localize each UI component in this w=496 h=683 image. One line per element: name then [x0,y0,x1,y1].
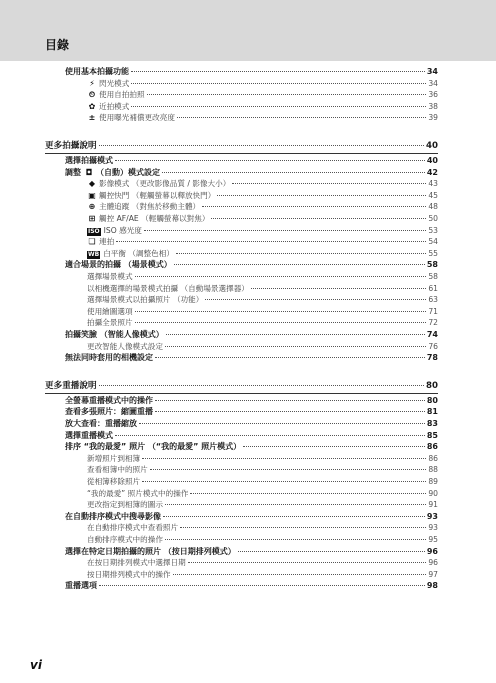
toc-entry-label [65,68,129,76]
toc-entry-page: 61 [428,283,438,293]
toc-entry-text: 在自動排序模式中查看照片 [87,523,179,533]
toc-entry-label [65,513,161,521]
exposure-compensation-icon: ± [88,113,96,123]
toc-entry-text: 新增照片到相簿 [87,453,141,463]
toc-entry-text: 主體追蹤 （對焦於移動主體） [99,202,201,212]
continuous-icon: ❏ [88,237,96,247]
toc-entry-label [87,466,148,474]
toc-entry[interactable] [87,455,438,463]
toc-entry-page: 54 [428,237,438,247]
toc-leader-dots [238,551,425,552]
toc-entry-label [65,157,113,165]
toc-entry[interactable] [87,203,438,211]
toc-entry-text: 無法同時套用的相機設定 [65,353,153,363]
toc-entry-page: 38 [428,101,438,111]
toc-entry-text: 更多重播說明 [45,380,97,391]
toc-entry-text: 選擇拍攝模式 [65,156,113,165]
toc-entry-page: 53 [428,225,438,235]
toc-entry-text: 影像模式 （更改影像品質 / 影像大小） [99,179,231,189]
toc-entry[interactable] [65,513,438,521]
toc-entry-page: 36 [428,90,438,100]
toc-entry-page: 96 [426,546,438,556]
toc-entry[interactable] [87,319,438,327]
toc-entry-text: “我的最愛” 照片模式中的操作 [87,488,189,498]
touch-af-ae-icon: ⊞ [88,214,96,223]
toc-entry[interactable] [65,548,438,556]
page-number: vi [30,658,42,672]
toc-entry-text: 白平衡 （調整色相） [103,248,174,258]
toc-entry-text: 更多拍攝說明 [45,141,97,151]
toc-leader-dots [166,334,425,335]
toc-entry-label [87,571,171,579]
toc-leader-dots [165,539,426,540]
toc-leader-dots [116,241,426,242]
toc-entry-page: 71 [428,306,438,316]
image-mode-icon: ◆ [88,179,96,189]
toc-entry-page: 48 [428,202,438,212]
toc-entry[interactable] [87,250,438,259]
toc-entry-label [87,490,188,498]
toc-entry-text: 拍攝全景照片 [87,318,133,328]
toc-leader-dots [135,322,427,323]
toc-entry-page: 58 [428,272,438,281]
toc-entry-label [87,308,133,316]
toc-entry[interactable] [65,331,438,339]
toc-entry[interactable] [87,227,438,236]
toc-entry[interactable] [65,261,438,269]
toc-entry-page: 86 [426,442,438,452]
toc-entry-label [87,536,163,544]
toc-leader-dots [174,264,425,265]
toc-entry[interactable] [87,238,438,246]
toc-entry-text: 查看相簿中的照片 [87,465,148,475]
toc-leader-dots [176,253,426,254]
toc-entry-text: 在按日期排列模式中選擇日期 [87,558,186,568]
toc-entry[interactable] [87,501,438,509]
toc-entry[interactable] [87,296,438,304]
toc-entry-page: 74 [426,330,438,339]
toc-entry-label [87,524,178,532]
toc-entry-label [87,91,145,99]
toc-entry-page: 80 [426,380,438,391]
toc-entry-text: 拍攝笑臉 （智能人像模式） [65,330,164,339]
white-balance-icon: WB [88,250,100,258]
toc-entry[interactable] [87,114,438,122]
toc-entry-page: 55 [428,248,438,258]
toc-entry-page: 81 [426,407,438,417]
toc-entry-label [65,408,153,416]
toc-leader-dots [163,516,425,517]
toc-entry[interactable] [65,443,438,451]
toc-leader-dots [202,206,426,207]
toc-leader-dots [155,357,425,358]
toc-leader-dots [155,400,425,401]
toc-entry-label [65,548,236,556]
self-timer-icon: ⏲ [88,90,96,100]
toc-leader-dots [142,458,426,459]
toc-entry-label [87,192,215,200]
toc-entry-text: 查看多張照片：縮圖重播 [65,407,153,417]
toc-entry-page: 34 [428,78,438,88]
toc-entry[interactable] [87,273,438,281]
toc-entry-label [87,227,142,236]
toc-leader-dots [217,195,426,196]
toc-entry-page: 89 [428,477,438,486]
toc-entry-label [87,343,163,351]
toc-entry-page: 95 [428,535,438,544]
toc-entry[interactable] [65,582,438,590]
toc-entry-text: 選擇場景模式 [87,272,133,281]
toc-leader-dots [188,562,427,563]
toc-entry-label [87,203,200,211]
toc-entry[interactable] [87,536,438,544]
section-divider [45,393,438,394]
toc-entry-text: 按日期排列模式中的操作 [87,569,171,579]
toc-leader-dots [99,145,424,146]
toc-leader-dots [139,423,425,424]
toc-entry-page: 34 [426,67,438,76]
toc-leader-dots [165,346,426,347]
toc-entry[interactable] [87,559,438,567]
toc-entry-label [87,103,129,111]
toc-entry-label [65,432,113,440]
toc-entry[interactable] [65,354,438,362]
toc-entry-page: 40 [426,156,438,165]
auto-mode-camera-icon: ◘ [85,167,93,177]
toc-entry-text: 放大查看：重播縮放 [65,419,137,428]
toc-entry[interactable] [87,215,438,223]
toc-entry[interactable] [65,420,438,428]
toc-entry-label [87,180,230,188]
subject-tracking-icon: ⊕ [88,202,96,212]
touch-shooting-icon: ▣ [88,190,96,200]
toc-leader-dots [243,446,425,447]
toc-leader-dots [150,469,427,470]
toc-entry[interactable] [65,408,438,416]
toc-entry-label [65,354,153,362]
toc-entry[interactable] [87,80,438,88]
toc-entry-label [65,420,137,428]
toc-entry[interactable] [65,397,438,405]
page-title: 目錄 [45,38,70,52]
toc-entry[interactable] [87,571,438,579]
toc-leader-dots [205,299,426,300]
toc-leader-dots [155,411,425,412]
toc-entry-page: 80 [426,395,438,405]
toc-entry[interactable] [87,490,438,498]
toc-entry-label [87,319,133,327]
toc-entry-page: 96 [428,558,438,568]
toc-entry-text: 排序 “我的最愛” 照片 （“我的最愛” 照片模式） [65,442,242,452]
toc-entry-page: 91 [428,500,438,510]
toc-entry[interactable] [65,68,438,76]
toc-entry-text: 閃光模式 [99,78,130,88]
toc-entry-text: 更改智能人像模式設定 [87,341,163,351]
toc-entry-page: 50 [428,214,438,223]
toc-entry-page: 39 [428,113,438,123]
toc-entry[interactable] [87,466,438,474]
section-divider [45,153,438,154]
toc-entry-text: （自動）模式設定 [96,167,160,177]
toc-entry-text: 觸控 AF/AE （輕觸螢幕以對焦） [99,214,210,223]
toc-entry[interactable] [87,478,438,486]
toc-entry[interactable] [87,308,438,316]
macro-flower-icon: ✿ [88,101,96,111]
toc-entry-page: 83 [426,419,438,428]
toc-entry[interactable] [87,91,438,99]
toc-entry-label [87,559,186,567]
toc-leader-dots [131,106,426,107]
toc-entry[interactable] [87,103,438,111]
toc-entry-page: 86 [428,453,438,463]
toc-entry-page: 78 [426,353,438,363]
toc-leader-dots [177,117,426,118]
toc-leader-dots [211,218,426,219]
toc-entry-page: 98 [426,581,438,591]
toc-entry-text: 全螢幕重播模式中的操作 [65,395,153,405]
toc-leader-dots [115,435,425,436]
toc-entry-text: 選擇在特定日期拍攝的照片 （按日期排列模式） [65,546,236,556]
toc-entry-page: 93 [428,523,438,533]
toc-entry-text: 重播選項 [65,581,97,591]
toc-entry-label [87,238,114,246]
toc-entry-text: 更改指定到相簿的圖示 [87,500,163,510]
toc-entry[interactable] [65,432,438,440]
toc-entry-page: 97 [428,569,438,579]
toc-leader-dots [180,527,426,528]
toc-entry-text: 使用曝光補償更改亮度 [99,113,175,123]
toc-entry-text: 在自動排序模式中搜尋影像 [65,511,161,521]
toc-entry-text: 以相機選擇的場景模式拍攝 （自動場景選擇器） [87,283,249,293]
flash-icon: ⚡ [89,78,95,88]
toc-entry-label [65,331,164,339]
toc-entry[interactable] [45,382,438,391]
toc-entry-text: 從相簿移除照片 [87,477,141,486]
toc-entry-page: 43 [428,179,438,189]
toc-entry-label [87,114,175,122]
toc-leader-dots [147,94,427,95]
toc-entry-label [65,169,160,177]
toc-entry-page: 63 [428,295,438,305]
toc-entry[interactable] [87,343,438,351]
toc-entry-label [65,261,172,269]
iso-icon: ISO [88,227,100,235]
toc-leader-dots [131,71,425,72]
toc-leader-dots [142,481,426,482]
toc-leader-dots [135,276,427,277]
header-band [0,0,496,61]
toc-entry-page: 76 [428,341,438,351]
toc-entry[interactable] [87,524,438,532]
toc-entry-label [87,285,249,293]
toc-entry-text: 選擇重播模式 [65,430,113,440]
toc-entry-text: 適合場景的拍攝 （場景模式） [65,260,172,270]
toc-leader-dots [232,183,426,184]
toc-entry-label [87,501,163,509]
toc-entry-page: 45 [428,190,438,200]
toc-entry-text: 近拍模式 [99,101,130,111]
toc-entry-page: 58 [426,260,438,270]
toc-leader-dots [190,493,426,494]
toc-entry-label [65,443,241,451]
toc-leader-dots [165,504,426,505]
toc-entry-text: 使用基本拍攝功能 [65,67,129,76]
toc-entry-page: 90 [428,488,438,498]
toc-entry-page: 93 [426,511,438,521]
toc-entry[interactable] [87,180,438,188]
toc-entry[interactable] [65,157,438,165]
toc-leader-dots [162,172,425,173]
toc-entry-page: 42 [426,167,438,177]
toc-entry-label [87,273,133,281]
toc-entry-text: 使用自拍拍照 [99,90,145,100]
toc-entry-label [87,478,140,486]
toc-entry-label [65,397,153,405]
toc-entry-text: 自動排序模式中的操作 [87,535,163,544]
toc-entry-page: 85 [426,430,438,440]
toc-leader-dots [135,311,427,312]
toc-leader-dots [251,288,426,289]
toc-leader-dots [99,585,425,586]
toc-leader-dots [131,83,426,84]
toc-entry[interactable] [87,285,438,293]
toc-entry[interactable] [65,169,438,177]
toc-entry[interactable] [87,192,438,200]
toc-leader-dots [144,230,426,231]
toc-entry-page: 72 [428,318,438,328]
toc-entry-label [45,142,97,151]
toc-entry-text: 使用繪圖選項 [87,306,133,316]
toc-leader-dots [173,574,427,575]
toc-entry[interactable] [45,142,438,151]
toc-entry-label [87,215,209,223]
toc-entry-label [87,80,129,88]
toc-entry-page: 40 [426,141,438,151]
toc-entry-text: ISO 感光度 [103,225,142,235]
toc-entry-label [45,382,97,391]
toc-entry-page: 88 [428,465,438,475]
toc-entry-text: 選擇場景模式以拍攝照片 （功能） [87,295,204,305]
toc-entry-label [65,582,97,590]
toc-entry-label-prefix: 調整 [65,167,81,177]
toc-leader-dots [115,160,425,161]
toc-entry-label [87,250,174,259]
toc-entry-text: 連拍 [99,237,115,247]
toc-leader-dots [99,385,424,386]
toc-entry-text: 觸控快門 （輕觸螢幕以釋放快門） [99,190,216,200]
toc-entry-label [87,455,140,463]
toc-entry-label [87,296,203,304]
